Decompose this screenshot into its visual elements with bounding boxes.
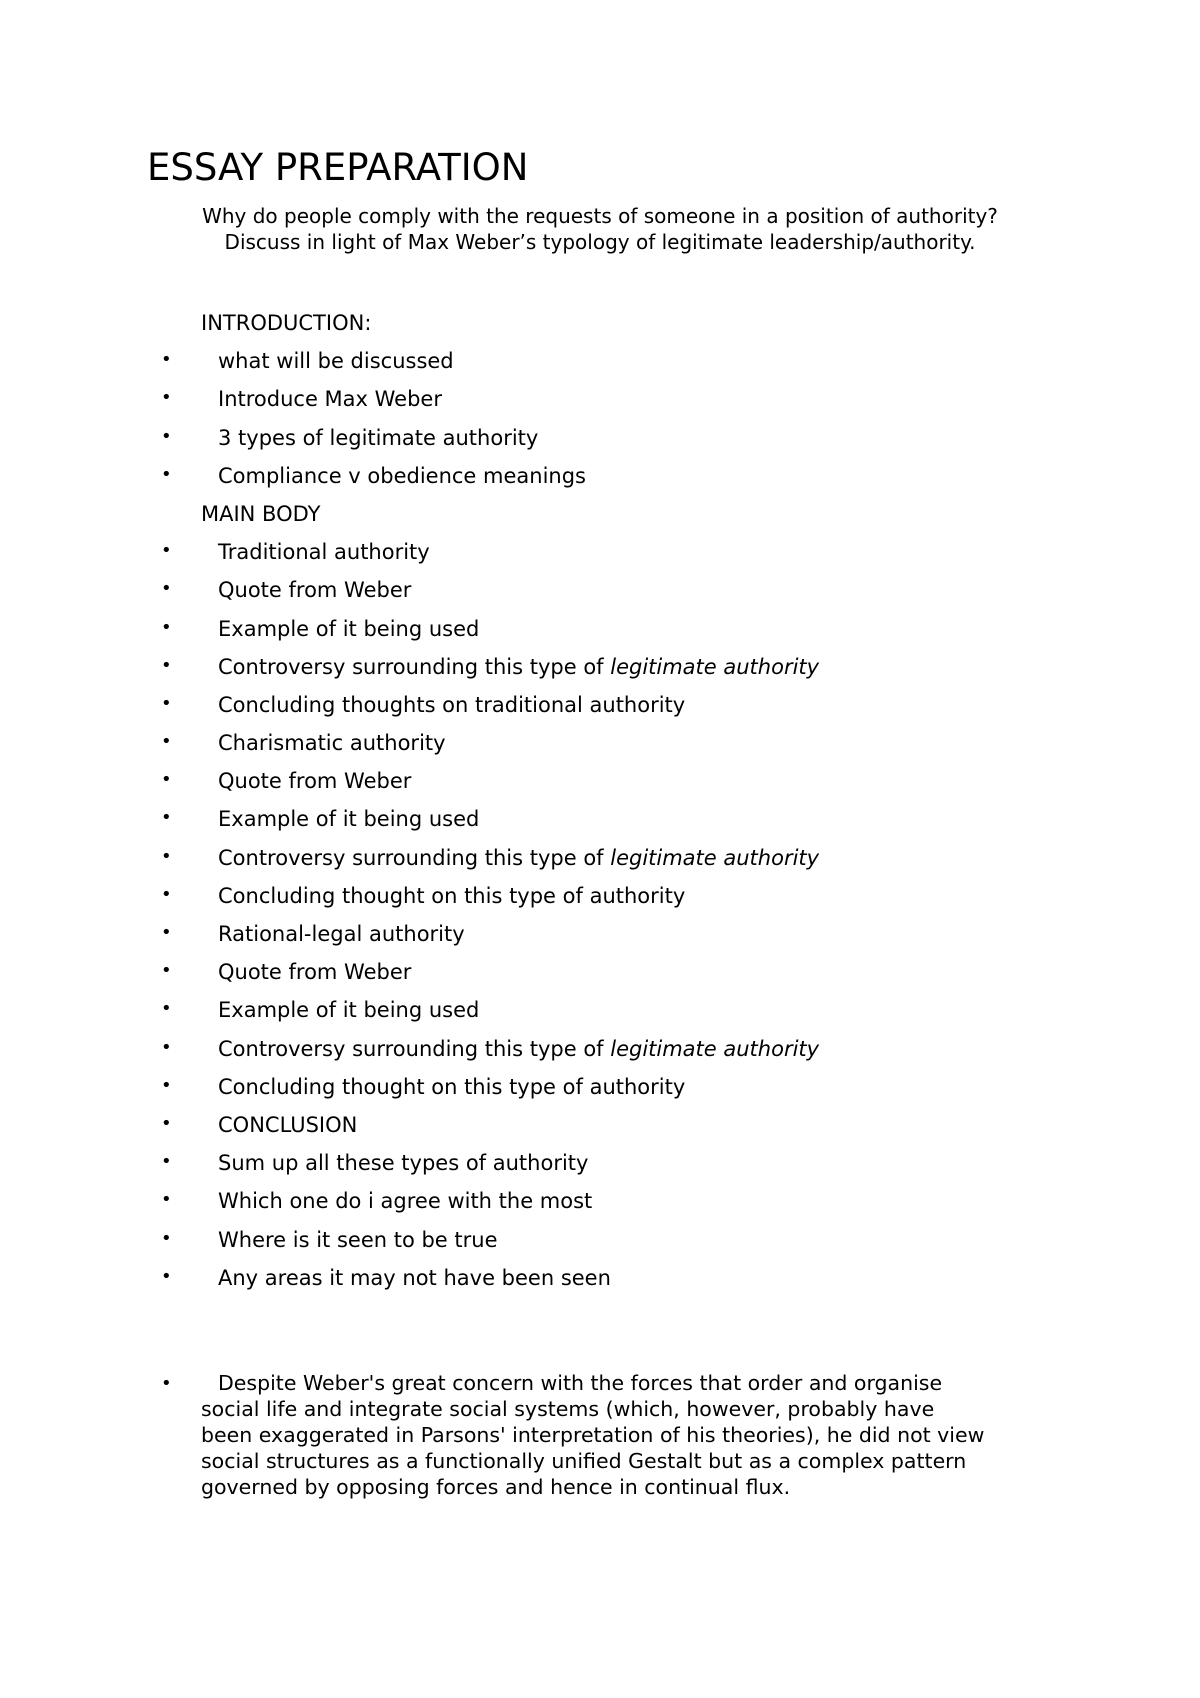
list-item-text: Concluding thoughts on traditional authority bbox=[218, 692, 686, 717]
list-item bbox=[0, 957, 1200, 995]
list-item bbox=[0, 995, 1200, 1033]
list-item bbox=[0, 804, 1200, 842]
bullet-icon: • bbox=[161, 769, 172, 791]
bullet-icon: • bbox=[161, 692, 172, 714]
list-item-text: Concluding thought on this type of authority bbox=[218, 1074, 686, 1099]
bullet-icon: • bbox=[161, 616, 172, 638]
bullet-icon: • bbox=[161, 1074, 172, 1096]
list-item-text: Quote from Weber bbox=[218, 578, 412, 603]
bullet-icon: • bbox=[161, 807, 172, 829]
list-item bbox=[0, 652, 1200, 690]
essay-question-line-1: Why do people comply with the requests of someone in a position of authority? bbox=[202, 204, 998, 228]
list-item-text: Any areas it may not have been seen bbox=[218, 1265, 611, 1290]
list-item-text: what will be discussed bbox=[218, 349, 454, 374]
list-item-text: 3 types of legitimate authority bbox=[218, 425, 539, 450]
list-item bbox=[0, 843, 1200, 881]
bullet-icon: • bbox=[161, 1036, 172, 1058]
list-item-text: Controversy surrounding this type of legitimate authority bbox=[218, 845, 820, 870]
list-item bbox=[0, 881, 1200, 919]
paragraph-line: social life and integrate social systems (which, however, probably have bbox=[201, 1397, 935, 1421]
list-item bbox=[0, 1110, 1200, 1148]
bullet-icon: • bbox=[161, 1189, 172, 1211]
list-item bbox=[0, 423, 1200, 461]
bullet-icon: • bbox=[161, 349, 172, 371]
list-item bbox=[0, 384, 1200, 422]
section-heading-main-body: MAIN BODY bbox=[201, 501, 321, 526]
list-item bbox=[0, 690, 1200, 728]
bullet-icon: • bbox=[161, 578, 172, 600]
bullet-icon: • bbox=[161, 463, 172, 485]
bullet-icon: • bbox=[161, 1151, 172, 1173]
list-item-text: Rational-legal authority bbox=[218, 922, 465, 946]
list-item bbox=[0, 575, 1200, 613]
list-item-text: Traditional authority bbox=[218, 540, 430, 565]
bullet-icon: • bbox=[161, 654, 172, 676]
list-item bbox=[0, 537, 1200, 575]
italic-phrase: legitimate authority bbox=[610, 845, 820, 870]
bullet-icon: • bbox=[161, 387, 172, 409]
bullet-icon: • bbox=[161, 1227, 172, 1249]
list-item-text: Example of it being used bbox=[218, 998, 480, 1023]
italic-phrase: legitimate authority bbox=[610, 654, 820, 679]
list-item-text: Quote from Weber bbox=[218, 960, 412, 985]
bullet-icon: • bbox=[161, 731, 172, 753]
list-item-text: Sum up all these types of authority bbox=[218, 1151, 589, 1176]
bullet-icon: • bbox=[161, 540, 172, 562]
bullet-icon: • bbox=[161, 998, 172, 1020]
list-item-text: Concluding thought on this type of authority bbox=[218, 883, 686, 908]
list-item bbox=[0, 1148, 1200, 1186]
list-item-text: Where is it seen to be true bbox=[218, 1227, 498, 1252]
section-heading-introduction: INTRODUCTION: bbox=[201, 311, 372, 335]
bullet-icon: • bbox=[161, 1265, 172, 1287]
list-item bbox=[0, 1186, 1200, 1224]
paragraph-line: been exaggerated in Parsons' interpretation of his theories), he did not view bbox=[201, 1423, 985, 1447]
essay-outline bbox=[0, 308, 1200, 1301]
list-item-text: Which one do i agree with the most bbox=[218, 1189, 593, 1214]
list-item bbox=[0, 1034, 1200, 1072]
list-item bbox=[0, 1072, 1200, 1110]
paragraph-line: social structures as a functionally unified Gestalt but as a complex pattern bbox=[201, 1449, 967, 1473]
bullet-icon: • bbox=[161, 845, 172, 867]
list-item-text: Controversy surrounding this type of legitimate authority bbox=[218, 1036, 820, 1061]
list-item-text: Example of it being used bbox=[218, 616, 480, 641]
essay-question-line-2: Discuss in light of Max Weber’s typology of legitimate leadership/authority. bbox=[224, 230, 976, 254]
list-item bbox=[0, 346, 1200, 384]
list-item bbox=[0, 728, 1200, 766]
list-item-text: Compliance v obedience meanings bbox=[218, 463, 586, 488]
paragraph-line: Despite Weber's great concern with the forces that order and organise bbox=[218, 1371, 943, 1395]
document-title: ESSAY PREPARATION bbox=[147, 146, 529, 189]
list-item-text: CONCLUSION bbox=[218, 1112, 358, 1137]
list-item bbox=[0, 766, 1200, 804]
list-item-text: Introduce Max Weber bbox=[218, 387, 442, 412]
bullet-icon: • bbox=[161, 883, 172, 905]
list-item-text: Charismatic authority bbox=[218, 731, 446, 756]
bullet-icon: • bbox=[161, 1373, 172, 1394]
list-item-text: Quote from Weber bbox=[218, 769, 412, 794]
list-item bbox=[0, 1225, 1200, 1263]
list-item bbox=[0, 461, 1200, 499]
list-item bbox=[0, 614, 1200, 652]
bullet-icon: • bbox=[161, 425, 172, 447]
bullet-icon: • bbox=[161, 960, 172, 982]
list-item-text: Controversy surrounding this type of legitimate authority bbox=[218, 654, 820, 679]
list-item bbox=[0, 919, 1200, 957]
bullet-icon: • bbox=[161, 1112, 172, 1134]
paragraph-line: governed by opposing forces and hence in continual flux. bbox=[201, 1475, 791, 1499]
closing-paragraph bbox=[0, 1370, 1200, 1510]
italic-phrase: legitimate authority bbox=[610, 1036, 820, 1061]
list-item-text: Example of it being used bbox=[218, 807, 480, 832]
bullet-icon: • bbox=[161, 922, 172, 943]
list-item bbox=[0, 1263, 1200, 1301]
